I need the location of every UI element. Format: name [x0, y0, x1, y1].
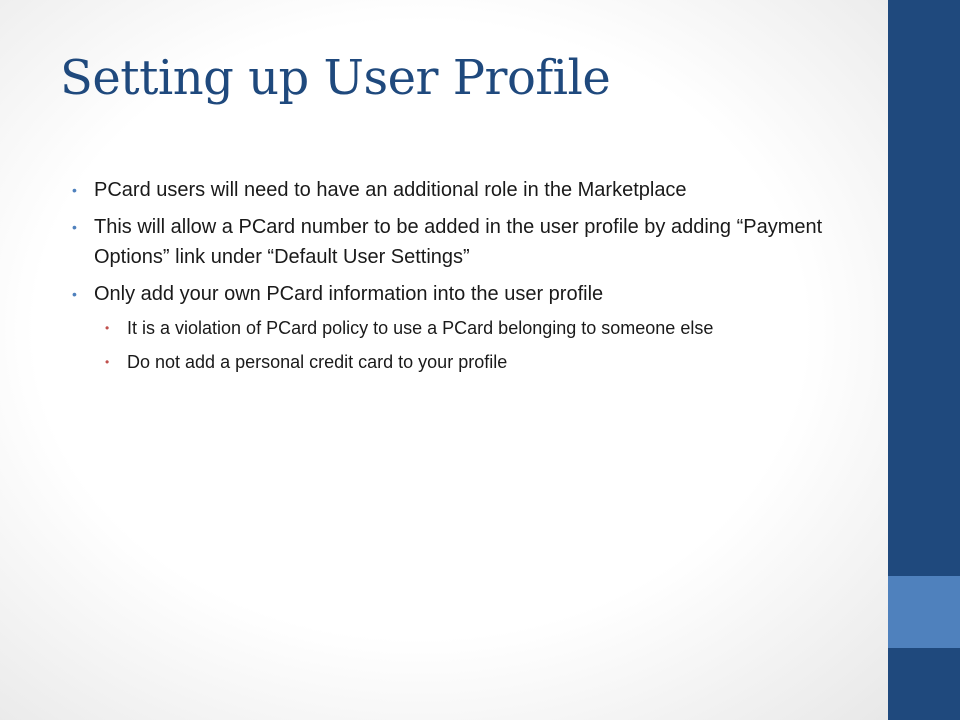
bullet-text: This will allow a PCard number to be added in the user profile by adding “Payment Options” link under “Default User Settings”: [94, 216, 823, 268]
sub-bullet-list: [94, 315, 842, 376]
bullet-text: Only add your own PCard information into the user profile: [94, 283, 604, 305]
sub-bullet-text: It is a violation of PCard policy to use a PCard belonging to someone else: [127, 318, 714, 338]
slide-title: Setting up User Profile: [60, 50, 611, 106]
sub-bullet-marker: •: [105, 355, 110, 369]
bullet-item: [72, 212, 842, 272]
sub-bullet-item: [94, 315, 842, 342]
bullet-text: PCard users will need to have an additional role in the Marketplace: [94, 179, 687, 201]
bullet-item: [72, 279, 842, 376]
bullet-marker: •: [72, 219, 77, 235]
sub-bullet-marker: •: [105, 321, 110, 335]
bullet-marker: •: [72, 286, 77, 302]
side-bar-accent-block: [888, 576, 960, 648]
sub-bullet-item: [94, 349, 842, 376]
slide-body: [72, 175, 842, 383]
bullet-item: [72, 175, 842, 205]
bullet-list: [72, 175, 842, 376]
bullet-marker: •: [72, 182, 77, 198]
sub-bullet-text: Do not add a personal credit card to your profile: [127, 352, 508, 372]
